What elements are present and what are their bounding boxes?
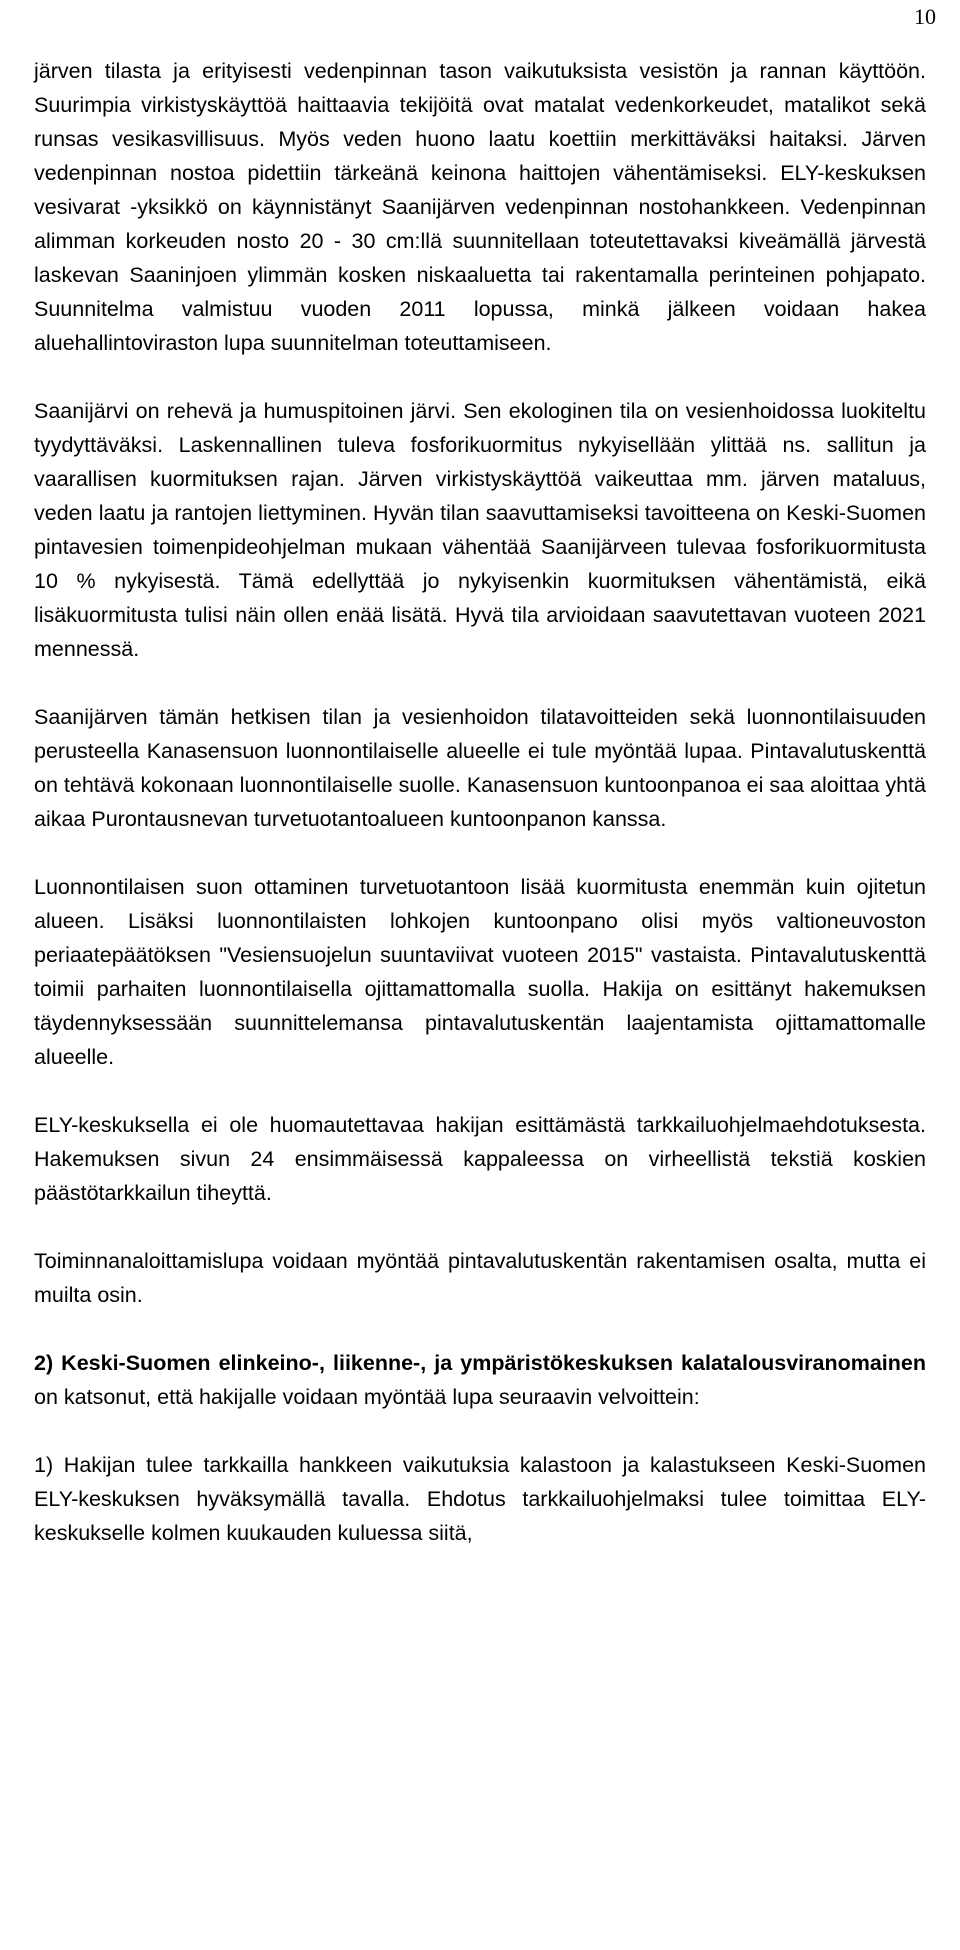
paragraph-lake-status: Saanijärvi on rehevä ja humuspitoinen järvi. Sen ekologinen tila on vesienhoidossa luokiteltu tyydyttäväksi. Laskennallinen tuleva fosforikuormitus nykyisellään ylittää ns. sallitun ja vaarallisen kuormituksen rajan. Järven virkistyskäyttöä vaikeuttaa mm. järven mataluus, veden laatu ja rantojen liettyminen. Hyvän tilan saavuttamiseksi tavoitteena on Keski-Suomen pintavesien toimenpideohjelman mukaan vähentää Saanijärveen tulevaa fosforikuormitusta 10 % nykyisestä. Tämä edellyttää jo nykyisenkin kuormituksen vähentämistä, eikä lisäkuormitusta tulisi näin ollen enää lisätä. Hyvä tila arvioidaan saavutettavan vuoteen 2021 mennessä. (34, 399, 926, 661)
paragraph-obligation-1: 1) Hakijan tulee tarkkailla hankkeen vaikutuksia kalastoon ja kalastukseen Keski-Suomen ELY-keskuksen hyväksymällä tavalla. Ehdotus tarkkailuohjelmaksi tulee toimittaa ELY-keskukselle kolmen kuukauden kuluessa siitä, (34, 1453, 926, 1545)
section-2-text: on katsonut, että hakijalle voidaan myöntää lupa seuraavin velvoittein: (34, 1385, 700, 1409)
paragraph-lake-recreation: järven tilasta ja erityisesti vedenpinnan tason vaikutuksista vesistön ja rannan käyttöön. Suurimpia virkistyskäyttöä haittaavia tekijöitä ovat matalat vedenkorkeudet, matalikot sekä runsas vesikasvillisuus. Myös veden huono laatu koettiin merkittäväksi haitaksi. Järven vedenpinnan nostoa pidettiin tärkeänä keinona haittojen vähentämiseksi. ELY-keskuksen vesivarat -yksikkö on käynnistänyt Saanijärven vedenpinnan nostohankkeen. Vedenpinnan alimman korkeuden nosto 20 - 30 cm:llä suunnitellaan toteutettavaksi kiveämällä järvestä laskevan Saaninjoen ylimmän kosken niskaaluetta tai rakentamalla perinteinen pohjapato. Suunnitelma valmistuu vuoden 2011 lopussa, minkä jälkeen voidaan hakea aluehallintoviraston lupa suunnitelman toteuttamiseen. (34, 59, 926, 355)
paragraph-monitoring: ELY-keskuksella ei ole huomautettavaa hakijan esittämästä tarkkailuohjelmaehdotuksesta. Hakemuksen sivun 24 ensimmäisessä kappaleessa on virheellistä tekstiä koskien päästötarkkailun tiheyttä. (34, 1113, 926, 1205)
page-number: 10 (914, 4, 936, 29)
document-body (34, 54, 926, 1550)
paragraph-section-2 (34, 1346, 926, 1414)
paragraph-natural-bog: Luonnontilaisen suon ottaminen turvetuotantoon lisää kuormitusta enemmän kuin ojitetun alueen. Lisäksi luonnontilaisten lohkojen kuntoonpano olisi myös valtioneuvoston periaatepäätöksen "Vesiensuojelun suuntaviivat vuoteen 2015" vastaista. Pintavalutuskenttä toimii parhaiten luonnontilaisella ojittamattomalla suolla. Hakija on esittänyt hakemuksen täydennyksessään suunnittelemansa pintavalutuskentän laajentamista ojittamattomalle alueelle. (34, 875, 926, 1069)
paragraph-kanasensuo: Saanijärven tämän hetkisen tilan ja vesienhoidon tilatavoitteiden sekä luonnontilaisuuden perusteella Kanasensuon luonnontilaiselle alueelle ei tule myöntää lupaa. Pintavalutuskenttä on tehtävä kokonaan luonnontilaiselle suolle. Kanasensuon kuntoonpanoa ei saa aloittaa yhtä aikaa Purontausnevan turvetuotantoalueen kuntoonpanon kanssa. (34, 705, 926, 831)
paragraph-start-permit: Toiminnanaloittamislupa voidaan myöntää pintavalutuskentän rakentamisen osalta, mutta ei muilta osin. (34, 1249, 926, 1307)
section-2-heading: 2) Keski-Suomen elinkeino-, liikenne-, ja ympäristökeskuksen kalatalousviranomainen (34, 1351, 926, 1375)
